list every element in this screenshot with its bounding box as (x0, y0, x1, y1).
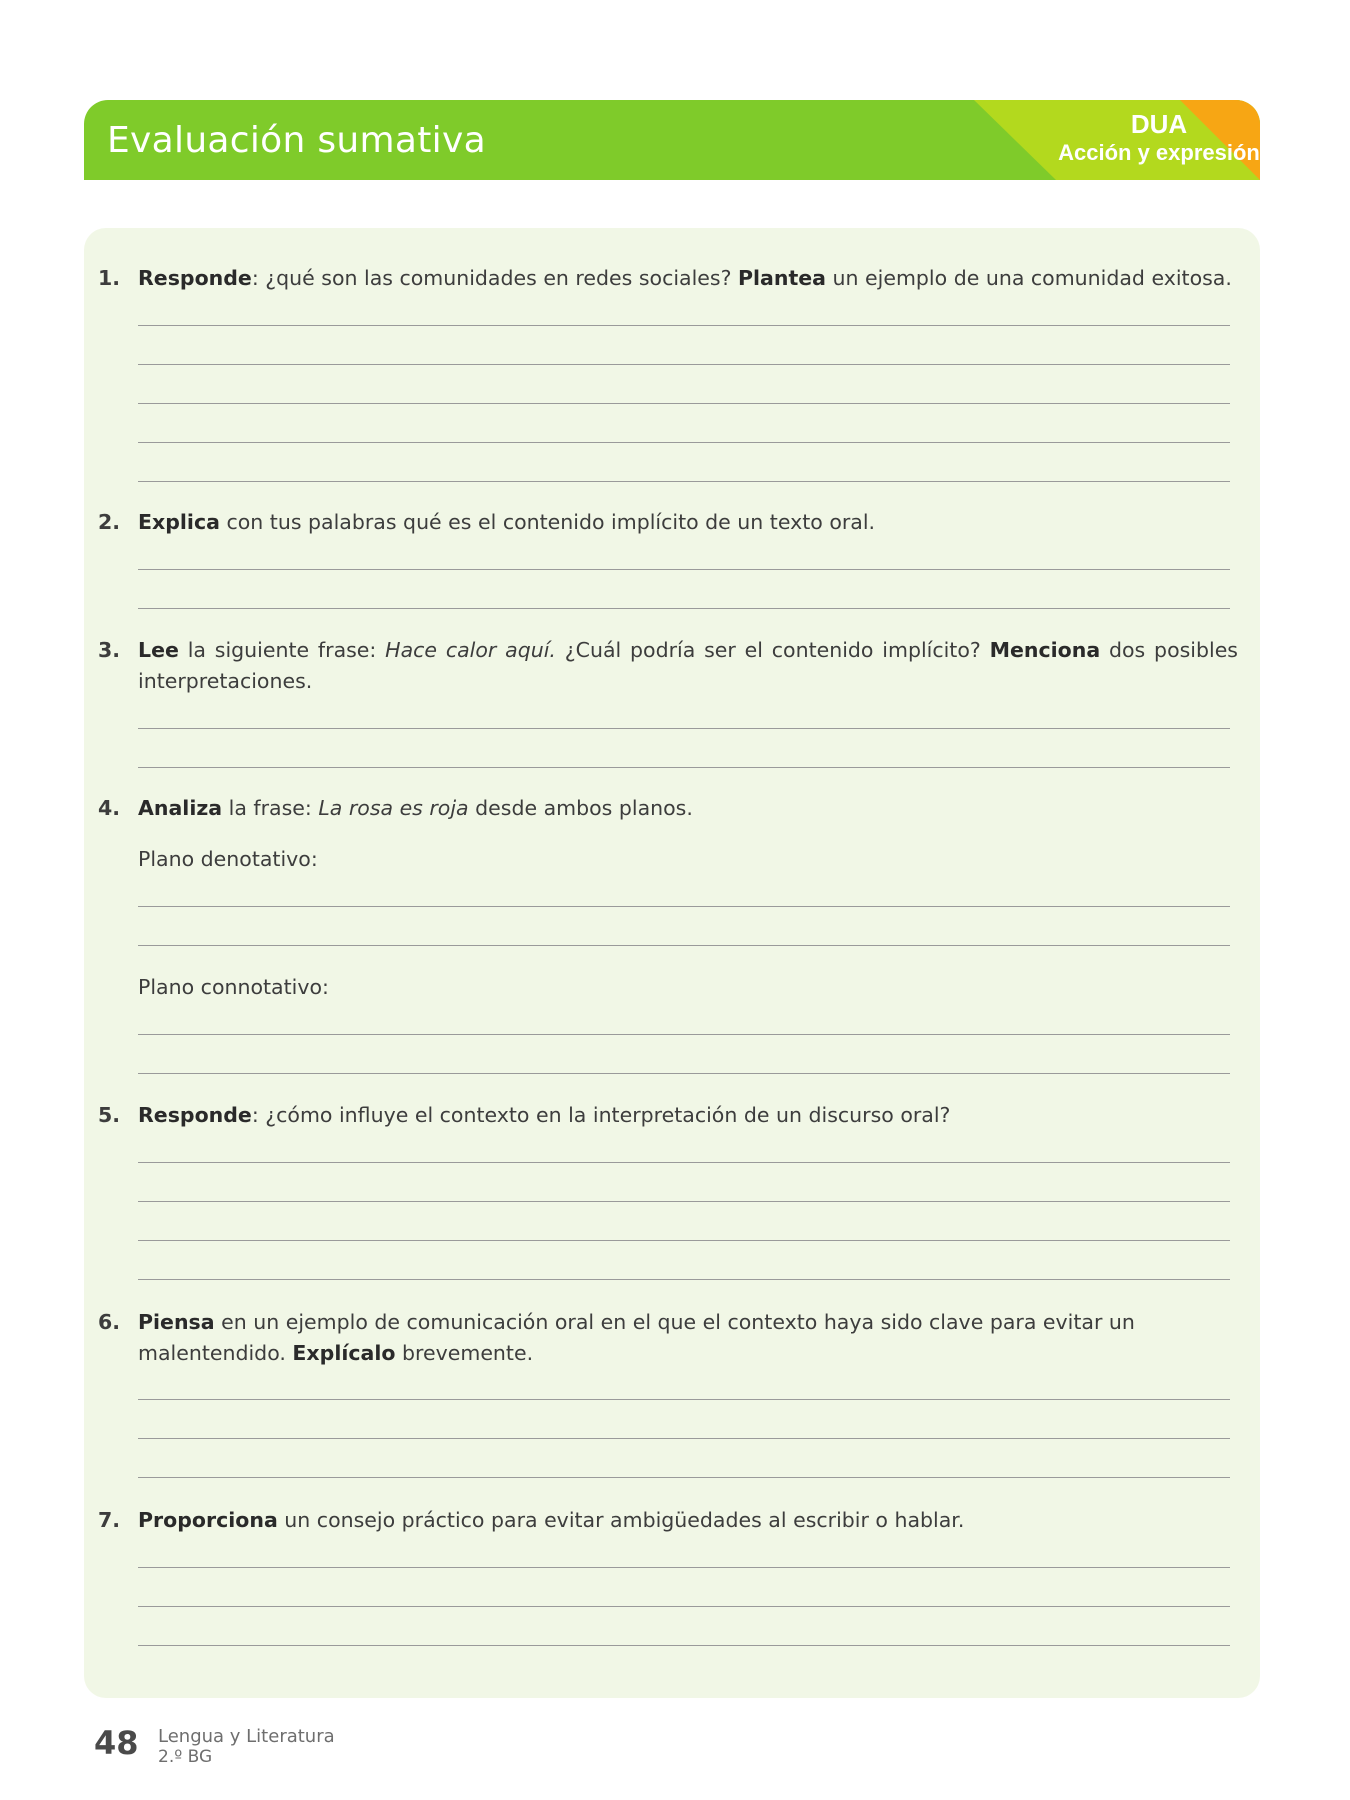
answer-line[interactable] (138, 1399, 1230, 1400)
page-number: 48 (94, 1724, 139, 1762)
dua-badge-title: DUA (1130, 109, 1188, 139)
question-text-part: un ejemplo de una comunidad exitosa. (826, 266, 1232, 290)
instruction-verb: Piensa (138, 1310, 215, 1334)
instruction-verb: Proporciona (138, 1508, 278, 1532)
question-7 (98, 1505, 1238, 1536)
instruction-verb: Explícalo (292, 1341, 396, 1365)
question-number: 5. (98, 1103, 121, 1127)
question-4 (98, 793, 1238, 824)
answer-line[interactable] (138, 1438, 1230, 1439)
question-text-part: desde ambos planos. (468, 796, 693, 820)
section-header-banner (84, 100, 1260, 180)
question-text-part: un consejo práctico para evitar ambigüedades al escribir o hablar. (277, 1508, 965, 1532)
question-number: 7. (98, 1508, 121, 1532)
instruction-verb: Responde (138, 266, 252, 290)
question-text-part: ¿Cuál podría ser el contenido implícito? (555, 638, 990, 662)
connotative-label: Plano connotativo: (138, 975, 329, 999)
answer-line[interactable] (138, 569, 1230, 570)
question-text-part: : ¿cómo influye el contexto en la interpretación de un discurso oral? (251, 1103, 951, 1127)
question-text-part: dos posibles interpretaciones. (138, 638, 1238, 693)
question-text-part: : ¿qué son las comunidades en redes sociales? (251, 266, 738, 290)
question-3 (98, 635, 1238, 697)
example-phrase: La rosa es roja (318, 796, 469, 820)
question-text-part: en un ejemplo de comunicación oral en el que el contexto haya sido clave para evitar un malentendido. (138, 1310, 1135, 1365)
answer-line[interactable] (138, 364, 1230, 365)
answer-line[interactable] (138, 1162, 1230, 1163)
question-text (138, 1307, 1238, 1369)
instruction-verb: Explica (138, 510, 220, 534)
answer-line[interactable] (138, 1606, 1230, 1607)
answer-line[interactable] (138, 728, 1230, 729)
question-number: 2. (98, 510, 121, 534)
question-text-part: la frase: (222, 796, 319, 820)
question-2 (98, 507, 1238, 538)
answer-line[interactable] (138, 1645, 1230, 1646)
answer-line[interactable] (138, 767, 1230, 768)
answer-line[interactable] (138, 1567, 1230, 1568)
question-text-part: con tus palabras qué es el contenido implícito de un texto oral. (219, 510, 876, 534)
instruction-verb: Plantea (737, 266, 827, 290)
section-title: Evaluación sumativa (107, 120, 486, 161)
answer-line[interactable] (138, 1034, 1230, 1035)
dua-badge (1034, 110, 1260, 165)
question-6 (98, 1307, 1238, 1369)
answer-line[interactable] (138, 1279, 1230, 1280)
dua-badge-subtitle: Acción y expresión (1058, 139, 1260, 165)
answer-line[interactable] (138, 481, 1230, 482)
question-number: 4. (98, 796, 121, 820)
question-text (138, 1100, 1238, 1131)
example-phrase: Hace calor aquí. (385, 638, 556, 662)
answer-line[interactable] (138, 403, 1230, 404)
answer-line[interactable] (138, 1477, 1230, 1478)
instruction-verb: Menciona (989, 638, 1101, 662)
question-number: 6. (98, 1310, 121, 1334)
question-number: 1. (98, 266, 121, 290)
question-text (138, 635, 1238, 697)
answer-line[interactable] (138, 442, 1230, 443)
question-number: 3. (98, 638, 121, 662)
question-text-part: brevemente. (395, 1341, 534, 1365)
footer-grade: 2.º BG (158, 1747, 213, 1767)
question-text (138, 507, 1238, 538)
question-text (138, 263, 1238, 294)
answer-line[interactable] (138, 325, 1230, 326)
question-text (138, 793, 1238, 824)
question-1 (98, 263, 1238, 294)
instruction-verb: Analiza (138, 796, 223, 820)
instruction-verb: Responde (138, 1103, 252, 1127)
footer-subject: Lengua y Literatura (158, 1726, 335, 1747)
answer-line[interactable] (138, 608, 1230, 609)
question-5 (98, 1100, 1238, 1131)
answer-line[interactable] (138, 906, 1230, 907)
question-text (138, 1505, 1238, 1536)
answer-line[interactable] (138, 1201, 1230, 1202)
instruction-verb: Lee (138, 638, 179, 662)
answer-line[interactable] (138, 945, 1230, 946)
denotative-label: Plano denotativo: (138, 847, 318, 871)
question-text-part: la siguiente frase: (178, 638, 386, 662)
exercise-panel (84, 228, 1260, 1698)
answer-line[interactable] (138, 1073, 1230, 1074)
answer-line[interactable] (138, 1240, 1230, 1241)
